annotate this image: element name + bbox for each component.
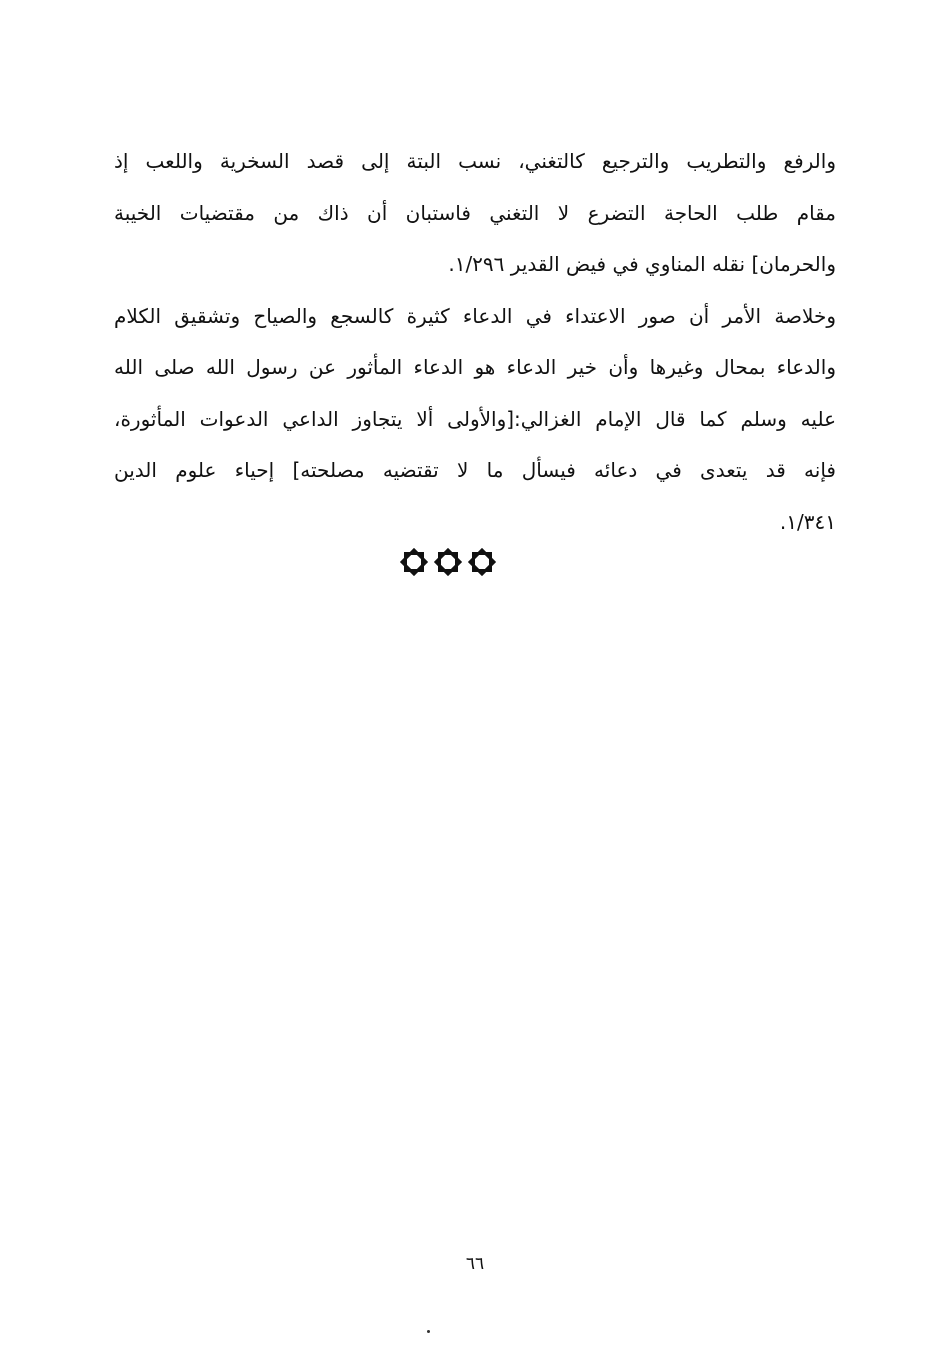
text-line: وخلاصة الأمر أن صور الاعتداء في الدعاء كثيرة كالسجع والصياح وتشقيق الكلام <box>114 303 836 328</box>
text-line: عليه وسلم كما قال الإمام الغزالي:[والأولى ألا يتجاوز الداعي الدعوات المأثورة، <box>114 406 836 431</box>
main-text <box>114 136 836 548</box>
text-line: مقام طلب الحاجة التضرع لا التغني فاستبان أن ذاك من مقتضيات الخيبة <box>114 200 836 225</box>
text-line: والحرمان] نقله المناوي في فيض القدير ١/٢٩٦. <box>448 252 836 276</box>
eight-point-star-icon <box>400 548 428 576</box>
scan-speck <box>427 1330 430 1333</box>
text-line: والرفع والتطريب والترجيع كالتغني، نسب البتة إلى قصد السخرية واللعب إذ <box>114 149 836 173</box>
page-number: ٦٦ <box>465 1254 485 1274</box>
text-line: فإنه قد يتعدى في دعائه فيسأل ما لا تقتضيه مصلحته] إحياء علوم الدين <box>114 458 836 482</box>
text-line: ١/٣٤١. <box>779 509 836 534</box>
eight-point-star-icon <box>434 548 462 576</box>
text-line: والدعاء بمحال وغيرها وأن خير الدعاء هو الدعاء المأثور عن رسول الله صلى الله <box>114 355 836 379</box>
eight-point-star-icon <box>468 548 496 576</box>
section-divider-ornament <box>400 545 496 579</box>
